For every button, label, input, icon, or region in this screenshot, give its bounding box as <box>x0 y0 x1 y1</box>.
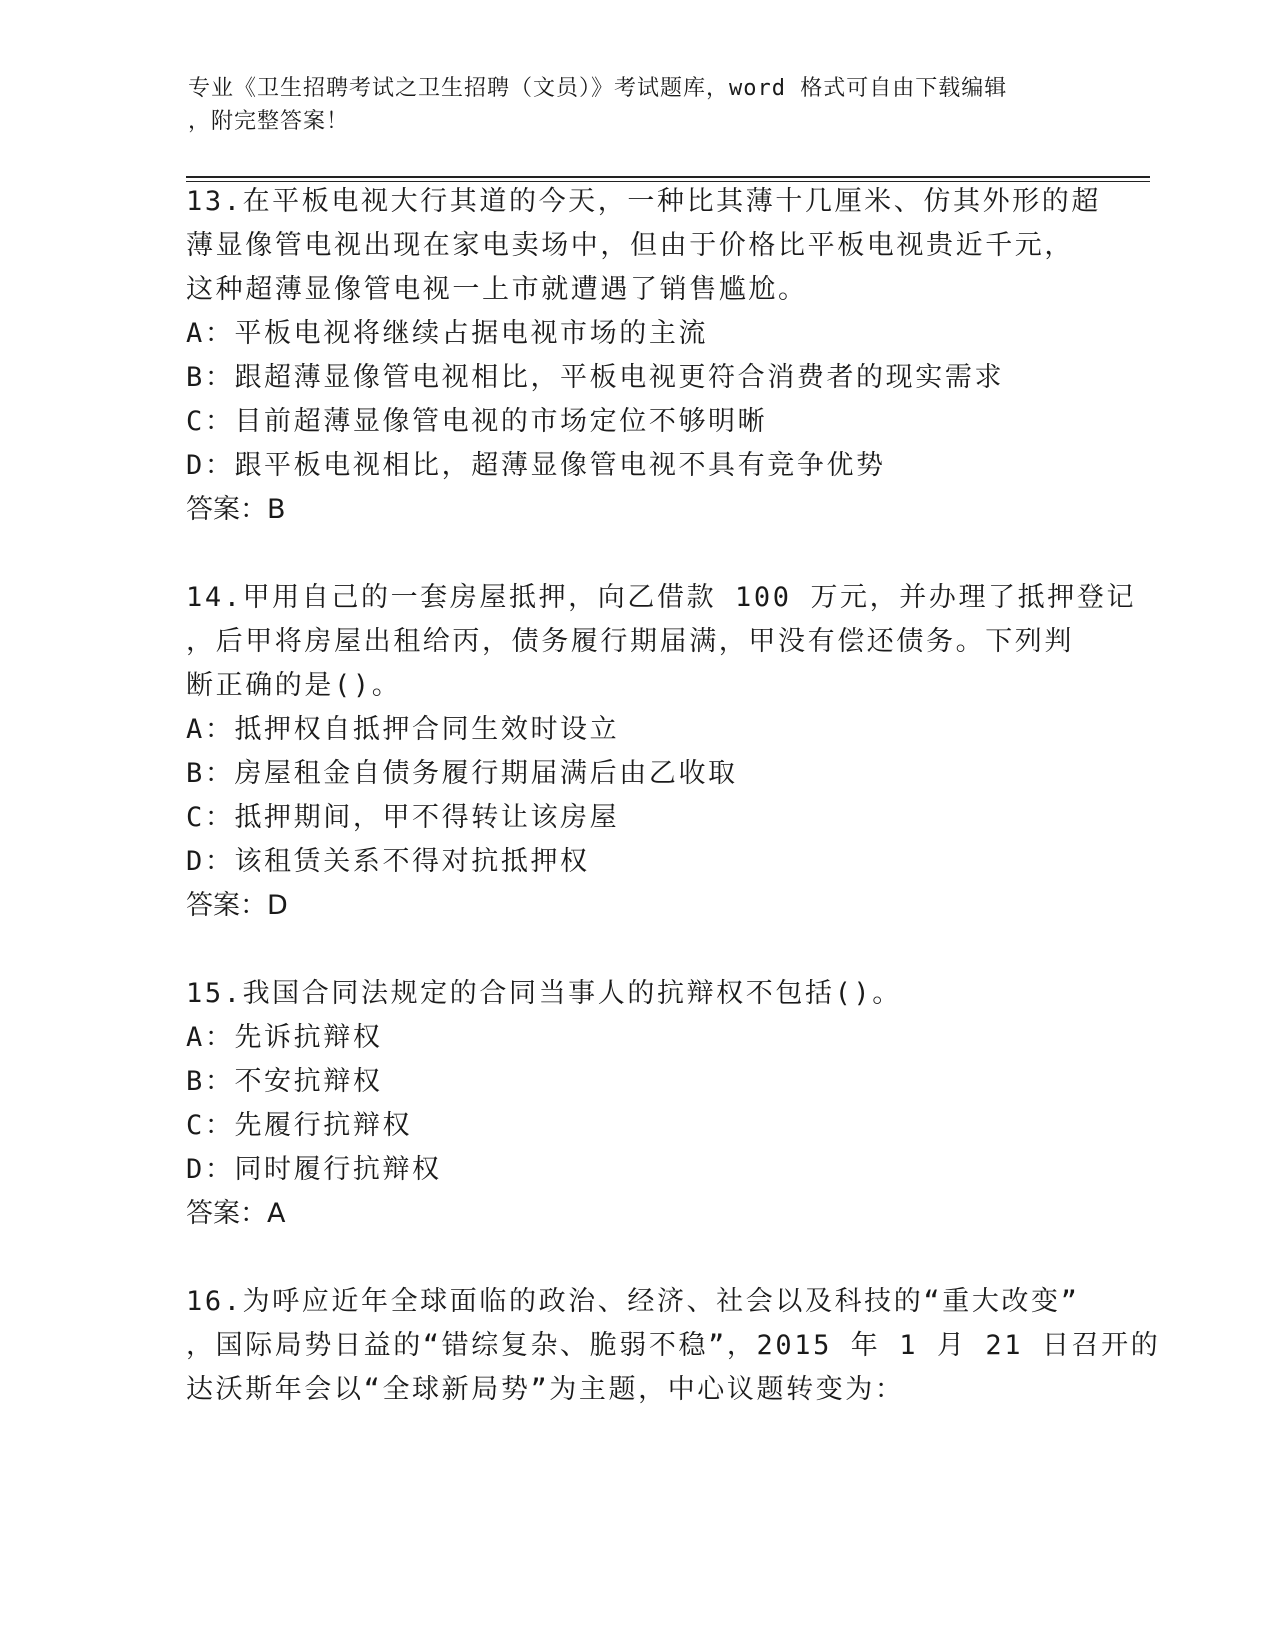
question-14-stem-line-2: ，后甲将房屋出租给丙，债务履行期届满，甲没有偿还债务。下列判 <box>186 626 1074 657</box>
question-14-answer: 答案：D <box>186 890 288 921</box>
question-15-answer: 答案：A <box>186 1198 286 1229</box>
question-14-option-b: B：房屋租金自债务履行期届满后由乙收取 <box>186 758 738 789</box>
header-divider <box>186 176 1150 178</box>
header-line-2: ，附完整答案！ <box>188 109 350 134</box>
question-13-option-d: D：跟平板电视相比，超薄显像管电视不具有竞争优势 <box>186 450 886 481</box>
question-14-stem-line-1: 14.甲用自己的一套房屋抵押，向乙借款 100 万元，并办理了抵押登记 <box>186 582 1137 613</box>
question-13-stem-line-3: 这种超薄显像管电视一上市就遭遇了销售尴尬。 <box>186 274 808 305</box>
question-14-option-a: A：抵押权自抵押合同生效时设立 <box>186 714 620 745</box>
question-13-option-b: B：跟超薄显像管电视相比，平板电视更符合消费者的现实需求 <box>186 362 1005 393</box>
question-15-option-b: B：不安抗辩权 <box>186 1066 383 1097</box>
question-16-stem-line-1: 16.为呼应近年全球面临的政治、经济、社会以及科技的“重大改变” <box>186 1286 1080 1317</box>
question-13-stem-line-2: 薄显像管电视出现在家电卖场中，但由于价格比平板电视贵近千元， <box>186 230 1074 261</box>
question-13-answer: 答案：B <box>186 494 286 525</box>
question-13-option-a: A：平板电视将继续占据电视市场的主流 <box>186 318 709 349</box>
question-14-stem-line-3: 断正确的是()。 <box>186 670 402 701</box>
header-line-1: 专业《卫生招聘考试之卫生招聘（文员）》考试题库，word 格式可自由下载编辑 <box>188 76 1008 101</box>
question-15-option-d: D：同时履行抗辩权 <box>186 1154 442 1185</box>
question-15-option-a: A：先诉抗辩权 <box>186 1022 383 1053</box>
question-16-stem-line-3: 达沃斯年会以“全球新局势”为主题，中心议题转变为： <box>186 1374 905 1405</box>
question-13-option-c: C：目前超薄显像管电视的市场定位不够明晰 <box>186 406 768 437</box>
question-16-stem-line-2: ，国际局势日益的“错综复杂、脆弱不稳”，2015 年 1 月 21 日召开的 <box>186 1330 1161 1361</box>
question-14-option-d: D：该租赁关系不得对抗抵押权 <box>186 846 590 877</box>
header-divider-thin <box>186 181 1150 182</box>
question-15-option-c: C：先履行抗辩权 <box>186 1110 413 1141</box>
question-15-stem-line-1: 15.我国合同法规定的合同当事人的抗辩权不包括()。 <box>186 978 902 1009</box>
question-13-stem-line-1: 13.在平板电视大行其道的今天，一种比其薄十几厘米、仿其外形的超 <box>186 186 1101 217</box>
question-14-option-c: C：抵押期间，甲不得转让该房屋 <box>186 802 620 833</box>
document-header <box>188 72 1088 138</box>
